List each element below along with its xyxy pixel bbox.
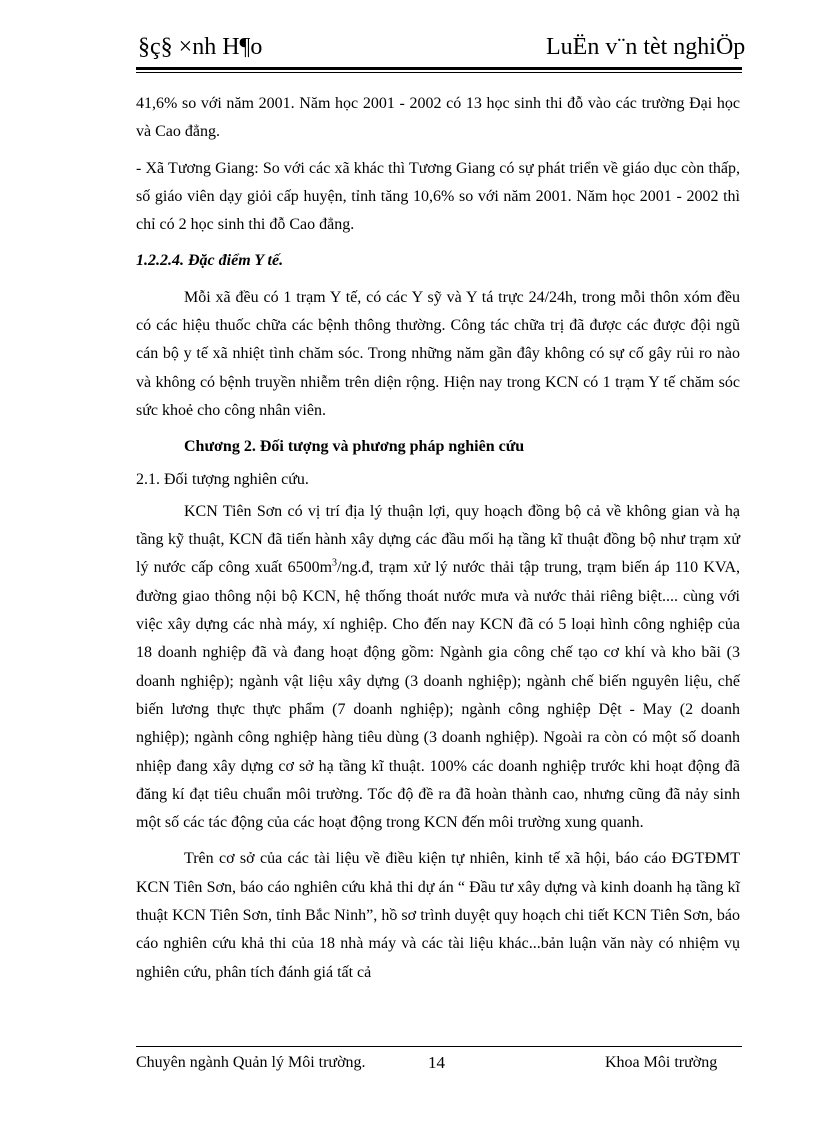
- page-number: 14: [428, 1053, 445, 1072]
- document-body: [136, 90, 740, 987]
- footer-faculty: Khoa Môi trường: [605, 1054, 718, 1071]
- chapter-heading: Chương 2. Đối tượng và phương pháp nghiên cứu: [184, 438, 525, 456]
- paragraph-sources: Trên cơ sở của các tài liệu về điều kiện tự nhiên, kinh tế xã hội, báo cáo ĐGTĐMT KCN Tiên Sơn, báo cáo nghiên cứu khả thi dự án “ Đầu tư xây dựng và kinh doanh hạ tầng kĩ thuật KCN Tiên Sơn, tỉnh Bắc Ninh”, hồ sơ trình duyệt quy hoạch chi tiết KCN Tiên Sơn, báo cáo nghiên cứu khả thi của 18 nhà máy và các tài liệu khác...bản luận văn này có nhiệm vụ nghiên cứu, phân tích đánh giá tất cả: [136, 850, 740, 981]
- superscript-3: 3: [332, 558, 338, 570]
- paragraph-continuation: 41,6% so với năm 2001. Năm học 2001 - 2002 có 13 học sinh thi đỗ vào các trường Đại học và Cao đẳng.: [136, 95, 740, 141]
- section-heading: 2.1. Đối tượng nghiên cứu.: [136, 470, 309, 488]
- header-rule-thick: [136, 67, 742, 70]
- footer-major: Chuyên ngành Quản lý Môi trường.: [136, 1054, 366, 1071]
- header-title: LuËn v¨n tèt nghiÖp: [546, 34, 746, 60]
- header-author: §ç§ ×nh H¶o: [138, 34, 263, 60]
- paragraph-health: Mỗi xã đều có 1 trạm Y tế, có các Y sỹ và Y tá trực 24/24h, trong mỗi thôn xóm đều có các hiệu thuốc chữa các bệnh thông thường. Công tác chữa trị đã được các được đội ngũ cán bộ y tế xã nhiệt tình chăm sóc. Trong những năm gần đây không có sự cố gây rủi ro nào và không có bệnh truyền nhiễm trên diện rộng. Hiện nay trong KCN có 1 trạm Y tế chăm sóc sức khoẻ cho công nhân viên.: [136, 288, 740, 419]
- paragraph-kcn-part2: /ng.đ, trạm xử lý nước thải tập trung, trạm biến áp 110 KVA, đường giao thông nội bộ KCN, hệ thống thoát nước mưa và nước thải riêng biệt.... cùng với việc xây dựng các nhà máy, xí nghiệp. Cho đến nay KCN đã có 5 loại hình công nghiệp của 18 doanh nghiệp đã và đang hoạt động gồm: Ngành gia công chế tạo cơ khí và kho bãi (3 doanh nghiệp); ngành vật liệu xây dựng (3 doanh nghiệp); ngành chế biến nguyên liệu, chế biến lương thực thực phẩm (7 doanh nghiệp); ngành công nghiệp Dệt - May (2 doanh nghiệp); ngành công nghiệp hàng tiêu dùng (3 doanh nghiệp). Ngoài ra còn có một số doanh nhiệp đang xây dựng cơ sở hạ tầng kĩ thuật. 100% các doanh nghiệp trước khi hoạt động đã đăng kí đạt tiêu chuẩn môi trường. Tốc độ đề ra đã hoàn thành cao, nhưng cũng đã nảy sinh một số các tác động của các hoạt động trong KCN đến môi trường xung quanh.: [136, 559, 741, 832]
- paragraph-tuong-giang: - Xã Tương Giang: So với các xã khác thì Tương Giang có sự phát triển về giáo dục còn thấp, số giáo viên dạy giỏi cấp huyện, tỉnh tăng 10,6% so với năm 2001. Năm học 2001 - 2002 thì chỉ có 2 học sinh thi đỗ Cao đẳng.: [136, 159, 740, 234]
- footer-rule: [136, 1046, 742, 1047]
- paragraph-kcn: [136, 498, 740, 838]
- subsection-heading: 1.2.2.4. Đặc điểm Y tế.: [136, 252, 284, 270]
- header-rule-thin: [136, 72, 742, 73]
- paragraph-kcn-part1: KCN Tiên Sơn có vị trí địa lý thuận lợi, quy hoạch đồng bộ cả về không gian và hạ tầng kỹ thuật, KCN đã tiến hành xây dựng các đầu mối hạ tầng kĩ thuật đồng bộ như trạm xử lý nước cấp công xuất 6500m: [136, 502, 740, 577]
